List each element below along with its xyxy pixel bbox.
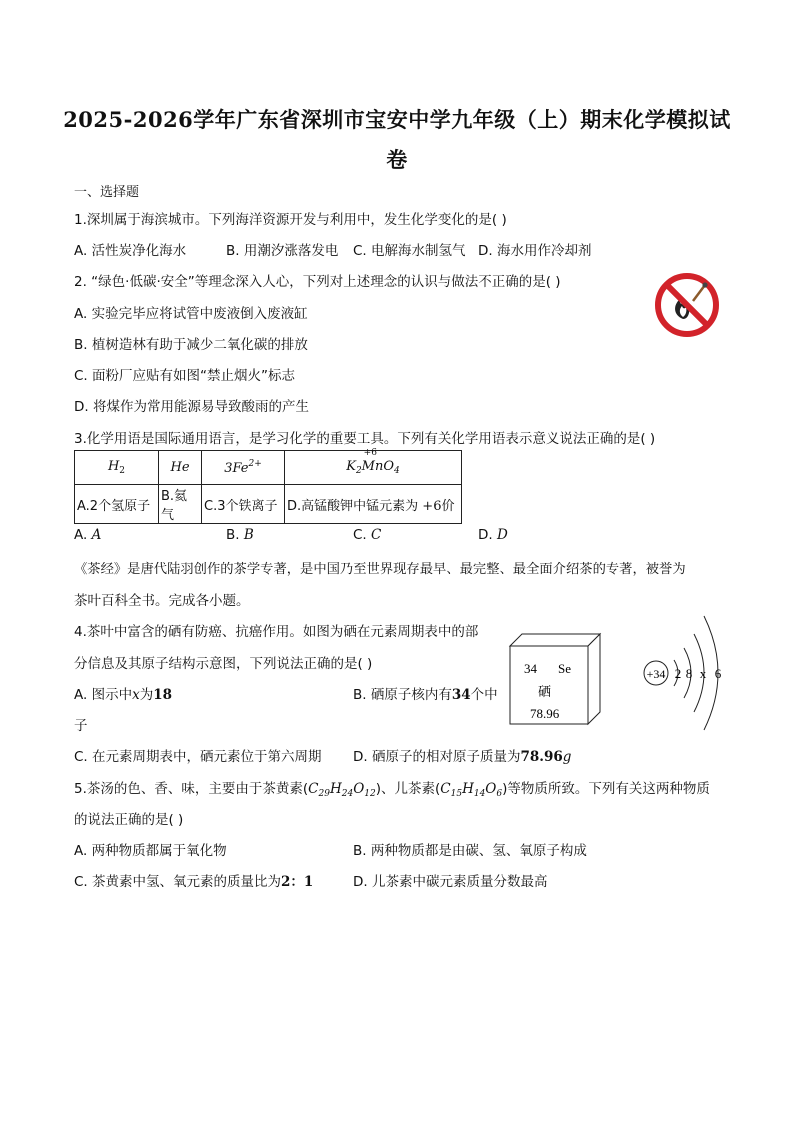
q4-option-c: C. 在元素周期表中，硒元素位于第六周期 — [74, 749, 322, 765]
q3-option-c: C. C — [353, 527, 382, 543]
q1-stem: 1.深圳属于海滨城市。下列海洋资源开发与利用中，发生化学变化的是( ) — [74, 212, 507, 228]
selenium-atom-structure-diagram — [632, 612, 732, 734]
q3-header-fe: $3Fe^{2+}$ — [202, 451, 285, 485]
q3-option-b: B. B — [226, 527, 254, 543]
element-symbol: Se — [558, 661, 571, 676]
q2-option-c: C. 面粉厂应贴有如图“禁止烟火”标志 — [74, 368, 295, 384]
q2-option-d: D. 将煤作为常用能源易导致酸雨的产生 — [74, 399, 309, 415]
q3-header-h2: $H_2$ — [75, 451, 159, 485]
formula-catechin: $C_{15}H_{14}O_6$ — [440, 781, 503, 799]
q2-option-b: B. 植树造林有助于减少二氧化碳的排放 — [74, 337, 308, 353]
q3-header-he: He — [159, 451, 202, 485]
q3-symbol-table — [74, 450, 462, 524]
q4-option-a: A. 图示中x为18 — [74, 687, 173, 703]
q3-option-a: A. A — [74, 527, 102, 543]
q3-cell-b: B.氦气 — [159, 485, 202, 524]
q2-option-a: A. 实验完毕应将试管中废液倒入废液缸 — [74, 306, 308, 322]
selenium-element-cell — [508, 632, 604, 726]
q1-option-d: D. 海水用作冷却剂 — [478, 243, 592, 259]
q3-cell-d: D.高锰酸钾中锰元素为 +6价 — [285, 485, 462, 524]
q3-cell-a: A.2个氢原子 — [75, 485, 159, 524]
q5-option-d: D. 儿茶素中碳元素质量分数最高 — [353, 874, 548, 890]
atom-shell-3: x — [699, 666, 707, 681]
atom-shell-2: 8 — [685, 666, 693, 681]
no-fire-sign-icon — [653, 271, 721, 339]
q4-option-d: D. 硒原子的相对原子质量为78.96g — [353, 749, 572, 765]
q3-header-kmno4: $K_2$ +6 MnO$_4$ — [285, 451, 462, 485]
atom-shell-4: 6 — [714, 666, 722, 681]
q3-cell-c: C.3个铁离子 — [202, 485, 285, 524]
atom-shell-1: 2 — [674, 666, 682, 681]
page-title-line2: 卷 — [386, 147, 408, 172]
q4-stem-line2: 分信息及其原子结构示意图，下列说法正确的是( ) — [74, 656, 373, 672]
element-number: 34 — [524, 661, 537, 676]
q5-option-b: B. 两种物质都是由碳、氢、氧原子构成 — [353, 843, 587, 859]
q1-option-b: B. 用潮汐涨落发电 — [226, 243, 339, 259]
page-title-line1: 2025-2026学年广东省深圳市宝安中学九年级（上）期末化学模拟试 — [63, 107, 731, 132]
passage-line1: 《茶经》是唐代陆羽创作的茶学专著，是中国乃至世界现存最早、最完整、最全面介绍茶的专著，被誉为 — [74, 562, 686, 577]
passage-line2: 茶叶百科全书。完成各小题。 — [74, 593, 250, 609]
q3-stem: 3.化学用语是国际通用语言，是学习化学的重要工具。下列有关化学用语表示意义说法正确的是( ) — [74, 431, 656, 447]
q4-option-b: B. 硒原子核内有34个中 — [353, 687, 498, 703]
element-name: 硒 — [538, 685, 552, 700]
q1-option-c: C. 电解海水制氢气 — [353, 243, 466, 259]
q5-stem-line2: 的说法正确的是( ) — [74, 812, 184, 828]
section-heading: 一、选择题 — [74, 185, 140, 200]
formula-theaflavin: $C_{29}H_{24}O_{12}$ — [308, 781, 376, 799]
q3-option-d: D. D — [478, 527, 508, 543]
q1-option-a: A. 活性炭净化海水 — [74, 243, 187, 259]
element-mass: 78.96 — [530, 706, 560, 721]
q4-stem-line1: 4.茶叶中富含的硒有防癌、抗癌作用。如图为硒在元素周期表中的部 — [74, 624, 479, 640]
q5-stem-line1: 5.茶汤的色、香、味，主要由于茶黄素$(C_{29}H_{24}O_{12})$、儿茶素$(C_{15}H_{14}O_6)$等物质所致。下列有关这两种物质 — [74, 781, 710, 799]
atom-nucleus-label: +34 — [646, 667, 666, 681]
q4-option-b-wrap: 子 — [74, 718, 88, 734]
q5-option-a: A. 两种物质都属于氧化物 — [74, 843, 227, 859]
q5-option-c: C. 茶黄素中氢、氧元素的质量比为2：1 — [74, 874, 314, 890]
q2-stem: 2. “绿色·低碳·安全”等理念深入人心，下列对上述理念的认识与做法不正确的是( ) — [74, 274, 561, 290]
